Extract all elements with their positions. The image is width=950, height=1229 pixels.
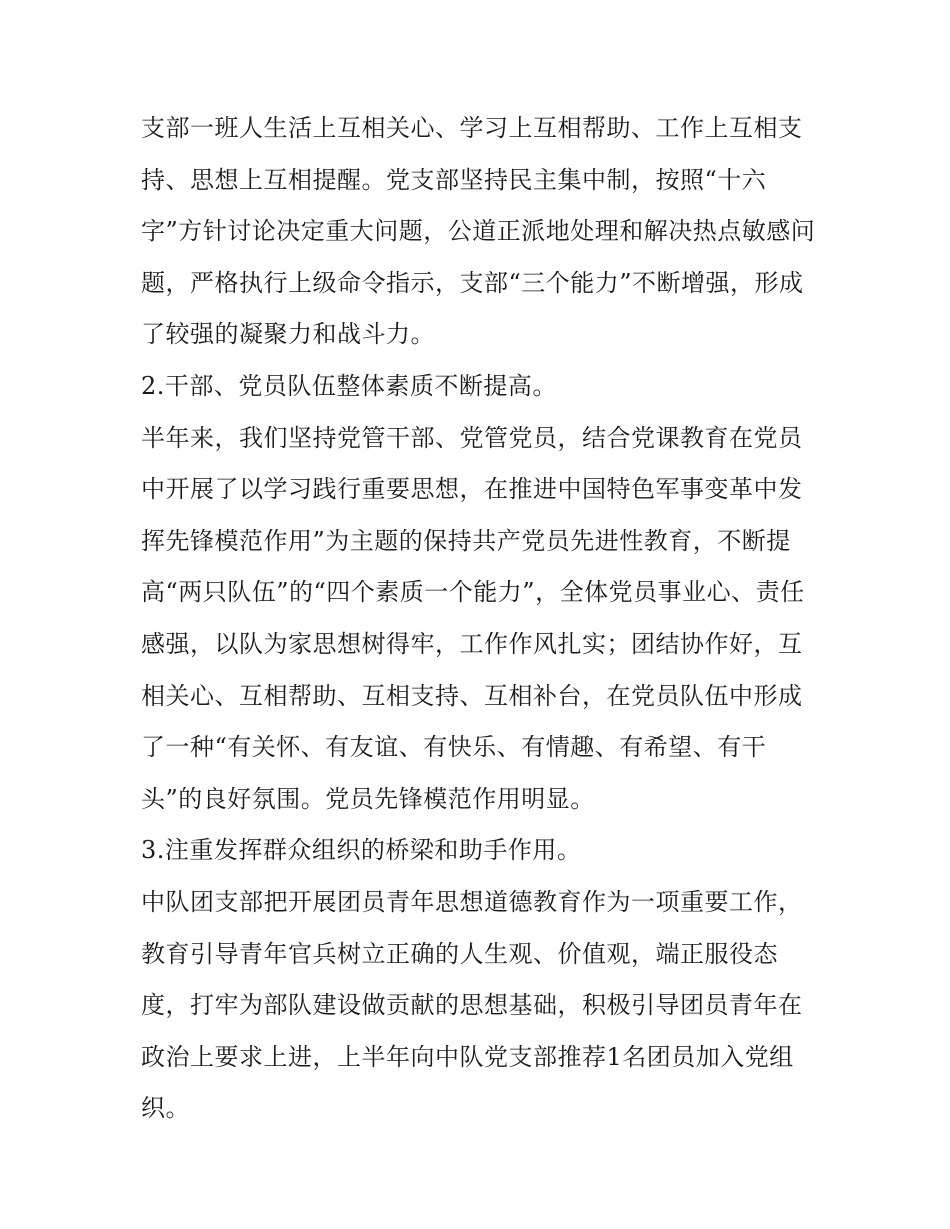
document-body (141, 103, 816, 1135)
section-heading-3: 3.注重发挥群众组织的桥梁和助手作用。 (141, 836, 582, 865)
paragraph-party-branch-unity: 支部一班人生活上互相关心、学习上互相帮助、工作上互相支持、思想上互相提醒。党支部坚持民主集中制，按照“十六字”方针讨论决定重大问题，公道正派地处理和解决热点敏感问题，严格执行上级命令指示，支部“三个能力”不断增强，形成了较强的凝聚力和战斗力。 (141, 114, 816, 349)
paragraph-youth-league: 中队团支部把开展团员青年思想道德教育作为一项重要工作，教育引导青年官兵树立正确的人生观、价值观，端正服役态度，打牢为部队建设做贡献的思想基础，积极引导团员青年在政治上要求上进，上半年向中队党支部推荐1名团员加入党组织。 (141, 887, 803, 1123)
section-heading-2: 2.干部、党员队伍整体素质不断提高。 (141, 371, 557, 400)
paragraph-cadre-quality: 半年来，我们坚持党管干部、党管党员，结合党课教育在党员中开展了以学习践行重要思想，在推进中国特色军事变革中发挥先锋模范作用”为主题的保持共产党员先进性教育，不断提高“两只队伍”的“四个素质一个能力”，全体党员事业心、责任感强，以队为家思想树得牢，工作作风扎实；团结协作好，互相关心、互相帮助、互相支持、互相补台，在党员队伍中形成了一种“有关怀、有友谊、有快乐、有情趣、有希望、有干头”的良好氛围。党员先锋模范作用明显。 (141, 423, 805, 813)
